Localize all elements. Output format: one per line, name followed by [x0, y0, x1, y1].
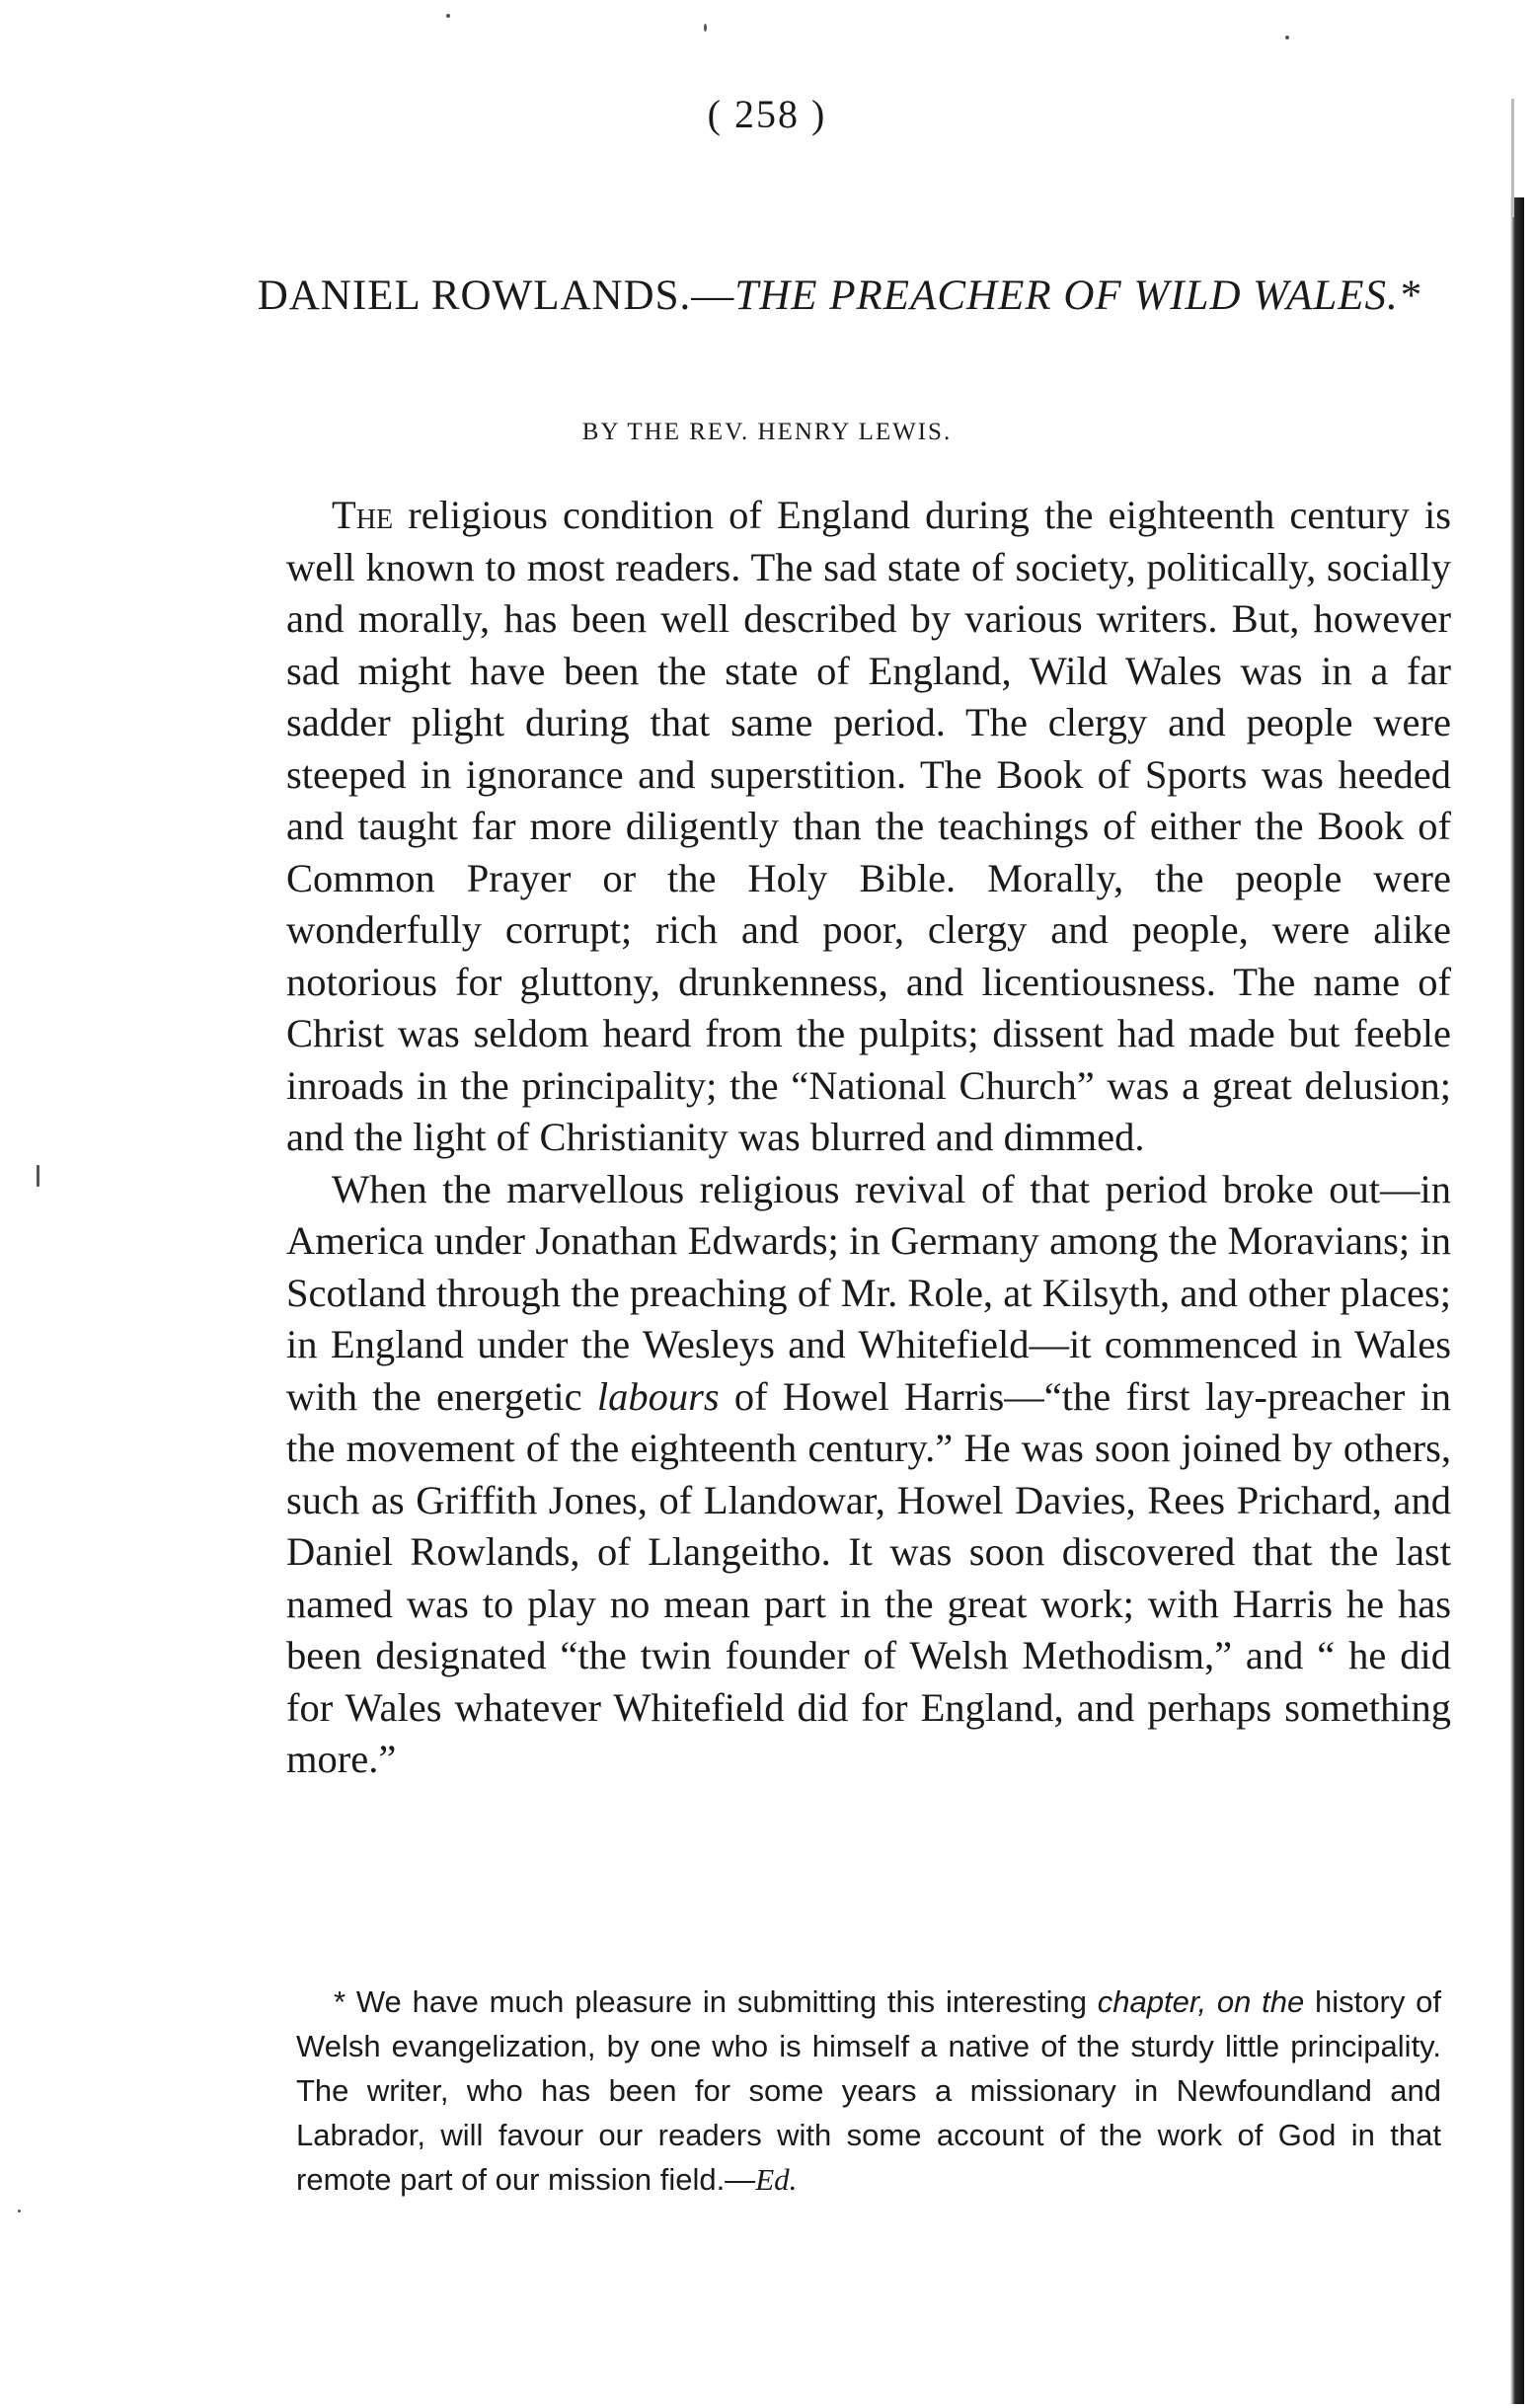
dust-speck — [18, 2210, 21, 2213]
scan-edge-shadow — [1510, 197, 1524, 2404]
paragraph-1-lead: The — [332, 493, 394, 537]
paragraph-2 — [286, 1164, 1451, 1786]
article-title-subtitle: THE PREACHER OF WILD WALES.* — [734, 272, 1421, 319]
article-title — [247, 269, 1431, 324]
article-body — [286, 490, 1451, 1786]
article-title-main: DANIEL ROWLANDS.— — [257, 272, 735, 319]
paragraph-2-italic: labours — [596, 1373, 720, 1419]
dust-speck — [37, 1165, 39, 1187]
footnote-paragraph — [296, 1980, 1441, 2202]
footnote-text-b: history of Welsh evangelization, by one who is himself a native of the sturdy little principality. The writer, who has been for some years a missionary in Newfoundland and Labrador, will favour our readers with some account of the work of God in that remote part of our mission field.— — [296, 1984, 1441, 2197]
paragraph-1-text: religious condition of England during the eighteenth century is well known to most readers. The sad state of society, politically, socially and morally, has been well described by various writers. But, however sad might have been the state of England, Wild Wales was in a far sadder plight during that same period. The clergy and people were steeped in ignorance and superstition. The Book of Sports was heeded and taught far more diligently than the teachings of either the Book of Common Prayer or the Holy Bible. Morally, the people were wonderfully corrupt; rich and poor, clergy and people, were alike notorious for gluttony, drunkenness, and licentiousness. The name of Christ was seldom heard from the pulpits; dissent had made but feeble inroads in the principality; the “National Church” was a great delusion; and the light of Christianity was blurred and dimmed. — [286, 493, 1451, 1159]
paragraph-1 — [286, 490, 1451, 1164]
footnote-signature: Ed. — [755, 2162, 798, 2197]
article-byline: BY THE REV. HENRY LEWIS. — [581, 419, 953, 445]
dust-speck — [704, 24, 707, 32]
dust-speck — [446, 14, 450, 18]
paragraph-2-text-b: of Howel Harris—“the first lay-preacher in the movement of the eighteenth century.” He was soon joined by others, such as Griffith Jones, of Llandowar, Howel Davies, Rees Prichard, and Daniel Rowlands, of Llangeitho. It was soon discovered that the last named was to play no mean part in the great work; with Harris he has been designated “the twin founder of Welsh Methodism,” and “ he did for Wales whatever Whitefield did for England, and perhaps something more.” — [286, 1373, 1451, 1781]
footnote-italic: chapter, on the — [1097, 1984, 1305, 2019]
footnote — [296, 1980, 1441, 2202]
paragraph-2-text-a: When the marvellous religious revival of that period broke out—in America under Jonathan Edwards; in Germany among the Moravians; in Scotland through the preaching of Mr. Role, at Kilsyth, and other places; in England under the Wesleys and Whitefield—it commenced in Wales with the energetic — [286, 1166, 1451, 1419]
footnote-text-a: * We have much pleasure in submitting this interesting — [334, 1984, 1098, 2019]
dust-speck — [1285, 36, 1289, 39]
page-number: ( 258 ) — [707, 92, 827, 136]
